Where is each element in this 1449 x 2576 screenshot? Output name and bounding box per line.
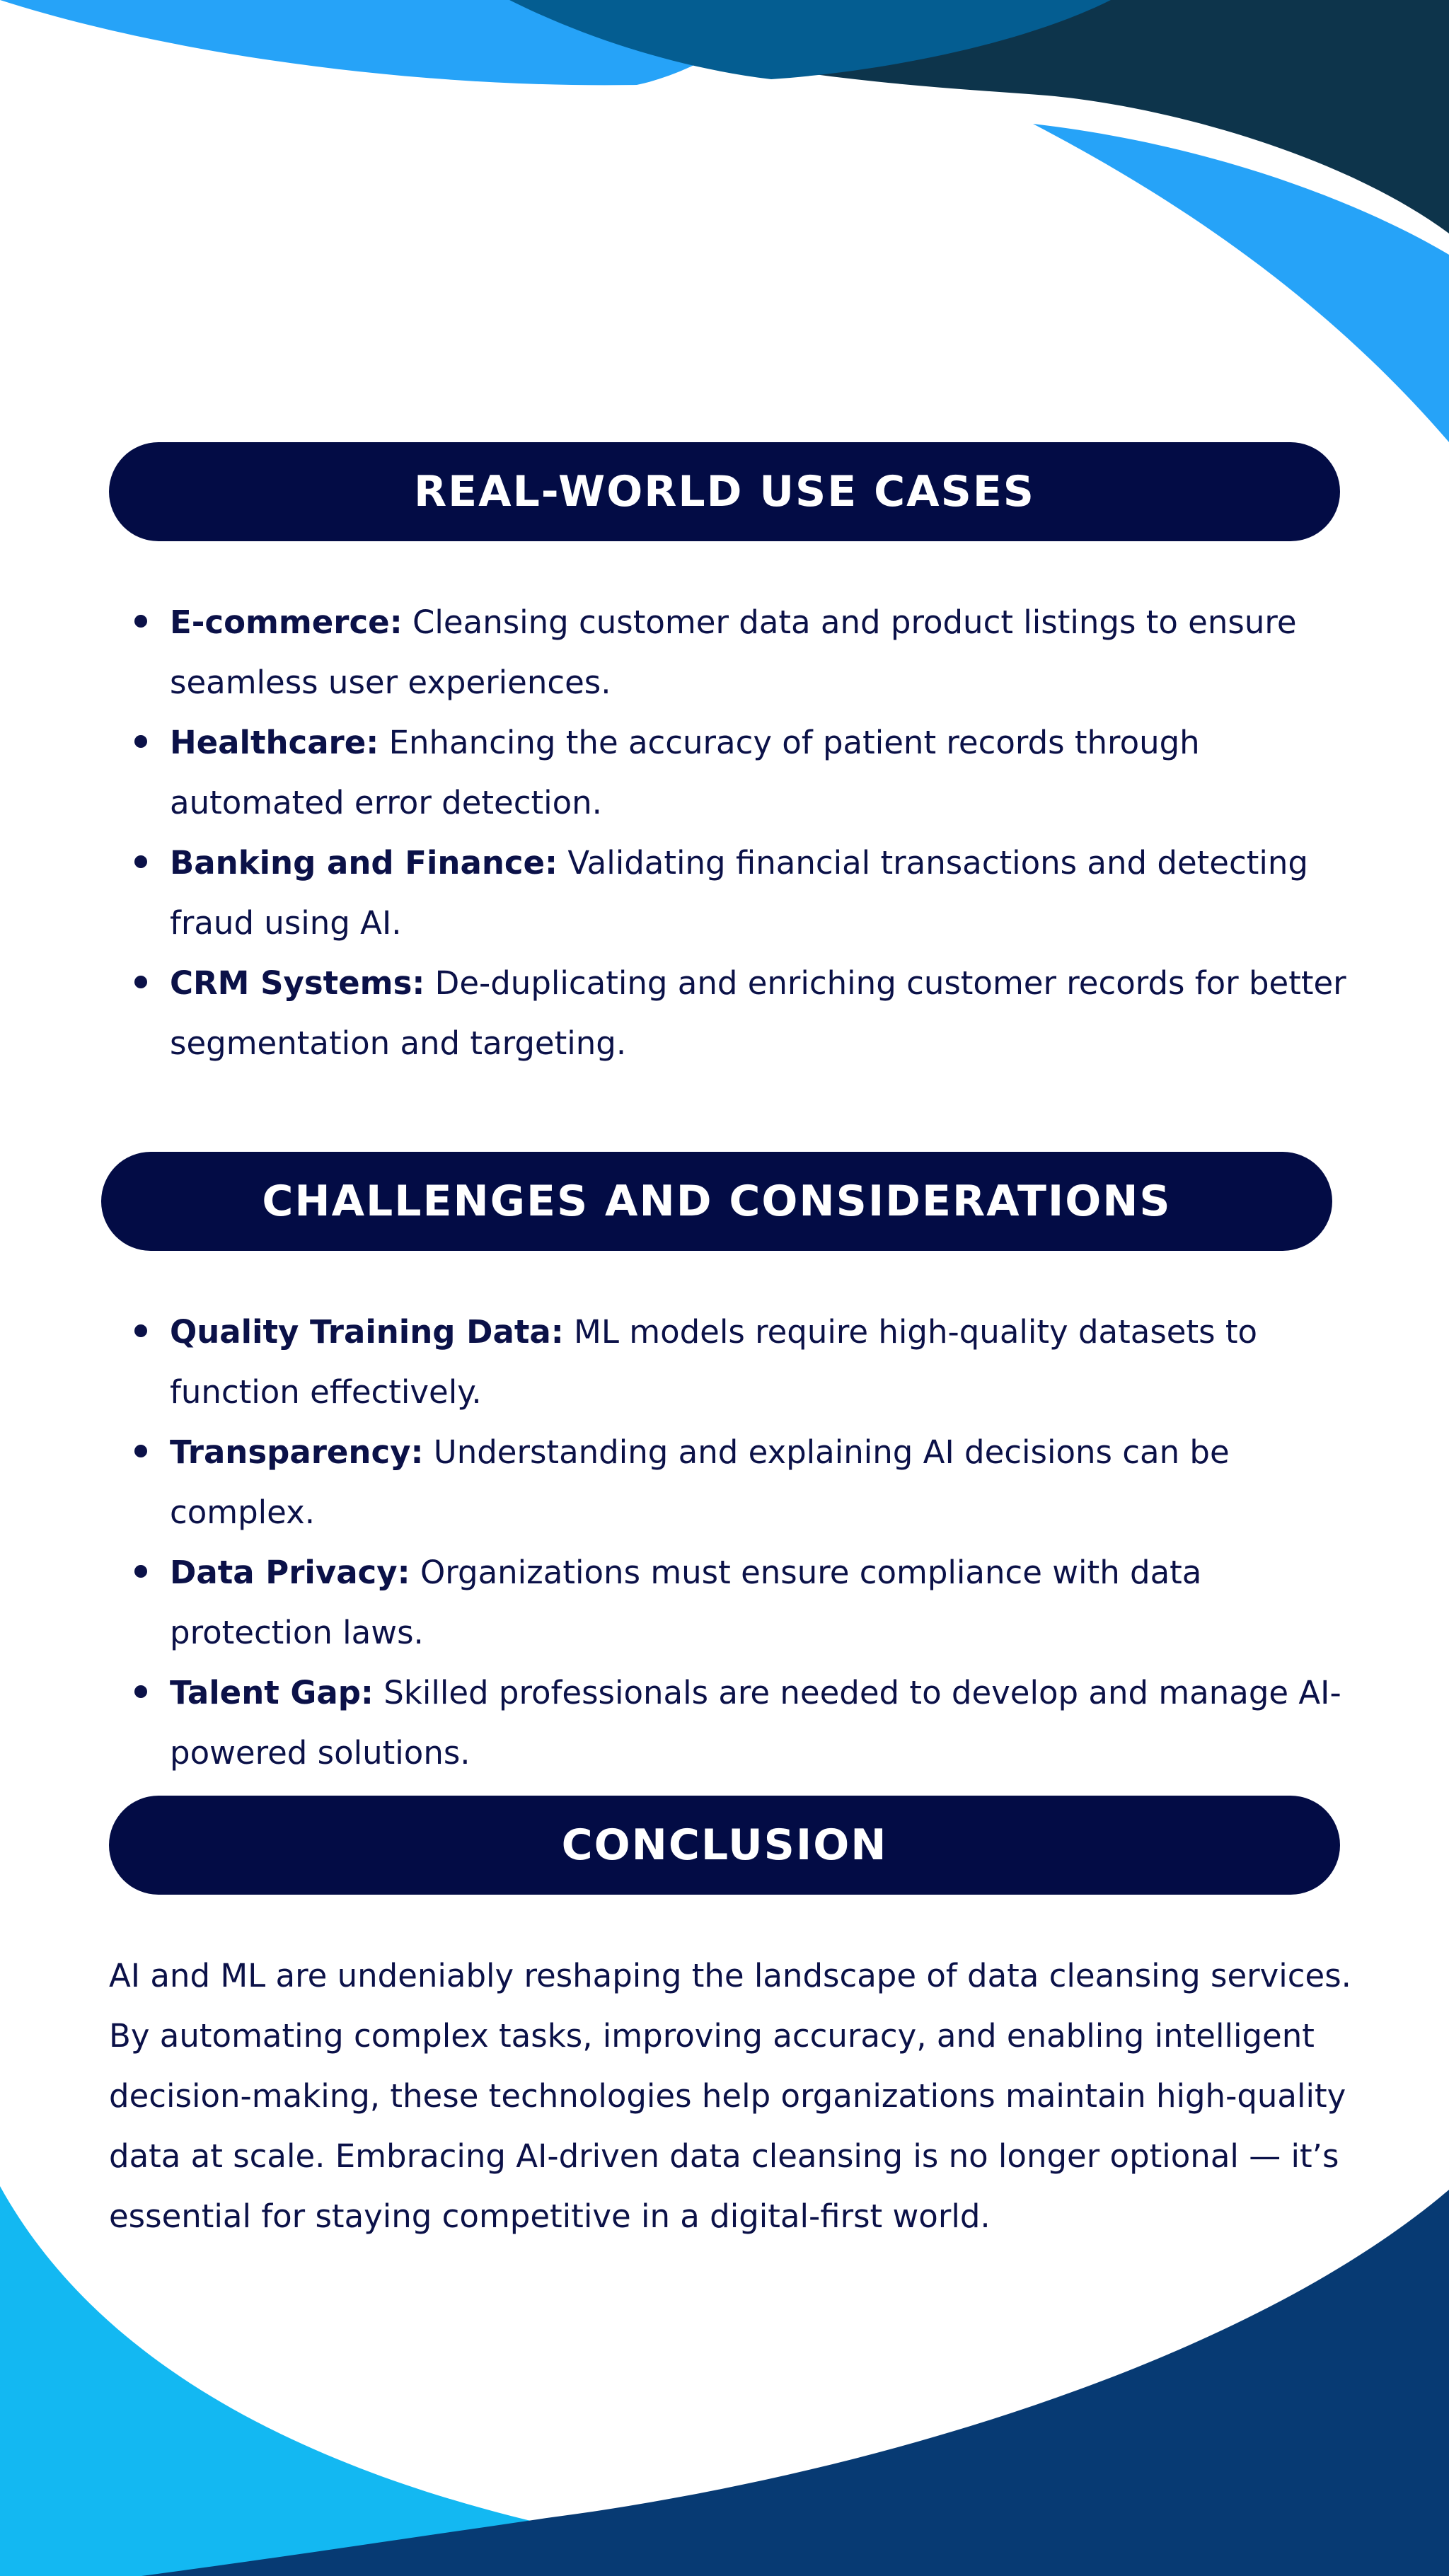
item-text: De-duplicating and enriching customer records for better segmentation and targeting. (170, 964, 1346, 1062)
list-item (134, 953, 1351, 1073)
item-term: Banking and Finance: (170, 844, 558, 882)
list-item (134, 592, 1351, 712)
item-text: ML models require high-quality datasets to function effectively. (170, 1313, 1258, 1411)
conclusion-title: CONCLUSION (561, 1820, 888, 1870)
item-text: Enhancing the accuracy of patient records through automated error detection. (170, 724, 1200, 821)
item-term: Quality Training Data: (170, 1313, 564, 1351)
item-text: Cleansing customer data and product listings to ensure seamless user experiences. (170, 603, 1297, 701)
item-term: Transparency: (170, 1433, 424, 1471)
bullet-icon (134, 1324, 147, 1337)
item-text: Skilled professionals are needed to develop and manage AI-powered solutions. (170, 1674, 1341, 1772)
item-term: Data Privacy: (170, 1554, 410, 1591)
item-text: Understanding and explaining AI decisions can be complex. (170, 1433, 1230, 1531)
conclusion-header (109, 1796, 1340, 1895)
bullet-icon (134, 855, 147, 868)
list-item (134, 712, 1351, 833)
item-term: Healthcare: (170, 724, 379, 761)
use-cases-header (109, 442, 1340, 541)
list-item (134, 833, 1351, 953)
bullet-icon (134, 1445, 147, 1457)
challenges-list (134, 1302, 1351, 1783)
bullet-icon (134, 1685, 147, 1698)
item-text: Validating financial transactions and detecting fraud using AI. (170, 844, 1308, 942)
list-item (134, 1663, 1351, 1783)
bullet-icon (134, 976, 147, 988)
item-text: Organizations must ensure compliance with data protection laws. (170, 1554, 1202, 1651)
item-term: CRM Systems: (170, 964, 425, 1002)
list-item (134, 1542, 1351, 1663)
bullet-icon (134, 615, 147, 628)
challenges-title: CHALLENGES AND CONSIDERATIONS (262, 1177, 1172, 1226)
conclusion-paragraph: AI and ML are undeniably reshaping the landscape of data cleansing services. By automating complex tasks, improving accuracy, and enabling intelligent decision-making, these technologies help organizations maintain high-quality data at scale. Embracing AI-driven data cleansing is no longer optional — it’s essential for staying competitive in a digital-first world. (109, 1957, 1351, 2235)
challenges-header (101, 1152, 1332, 1251)
item-term: E-commerce: (170, 603, 403, 641)
bullet-icon (134, 735, 147, 748)
list-item (134, 1302, 1351, 1422)
use-cases-title: REAL-WORLD USE CASES (413, 467, 1036, 516)
bullet-icon (134, 1565, 147, 1578)
list-item (134, 1422, 1351, 1542)
use-cases-list (134, 592, 1351, 1073)
item-term: Talent Gap: (170, 1674, 374, 1711)
